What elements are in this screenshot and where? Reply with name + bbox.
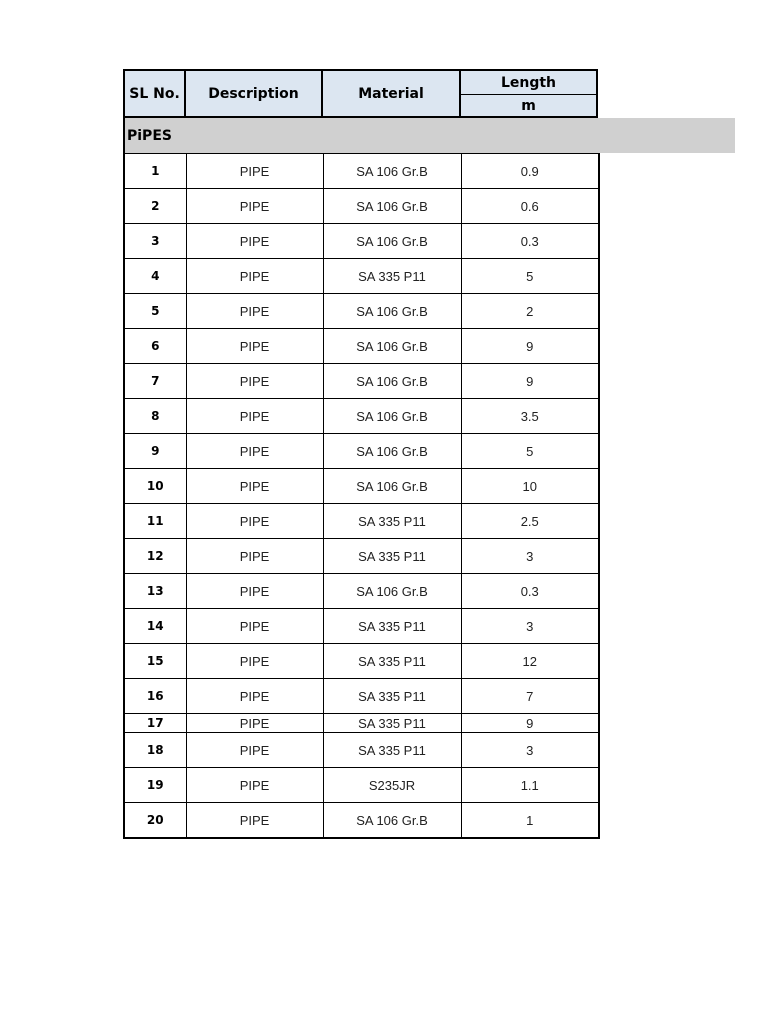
- row-length: 7: [461, 679, 599, 714]
- row-description: PIPE: [186, 679, 323, 714]
- table-row: [124, 679, 599, 714]
- row-length: 3: [461, 733, 599, 768]
- pipe-schedule-sheet: [123, 69, 735, 839]
- row-material: SA 106 Gr.B: [323, 469, 461, 504]
- row-length: 9: [461, 329, 599, 364]
- row-sl-no: 19: [124, 768, 186, 803]
- row-description: PIPE: [186, 733, 323, 768]
- row-material: SA 335 P11: [323, 733, 461, 768]
- header-length-unit: m: [521, 98, 536, 114]
- table-row: [124, 803, 599, 839]
- table-row: [124, 294, 599, 329]
- row-sl-no: 12: [124, 539, 186, 574]
- row-description: PIPE: [186, 154, 323, 189]
- row-material: SA 335 P11: [323, 644, 461, 679]
- row-material: SA 106 Gr.B: [323, 224, 461, 259]
- row-description: PIPE: [186, 224, 323, 259]
- row-description: PIPE: [186, 329, 323, 364]
- row-length: 0.6: [461, 189, 599, 224]
- row-sl-no: 4: [124, 259, 186, 294]
- table-row: [124, 644, 599, 679]
- row-material: SA 335 P11: [323, 539, 461, 574]
- header-sl-no: SL No.: [123, 69, 186, 118]
- row-description: PIPE: [186, 504, 323, 539]
- row-sl-no: 13: [124, 574, 186, 609]
- row-material: SA 335 P11: [323, 259, 461, 294]
- row-description: PIPE: [186, 574, 323, 609]
- row-material: SA 106 Gr.B: [323, 189, 461, 224]
- row-length: 0.9: [461, 154, 599, 189]
- table-row: [124, 768, 599, 803]
- row-length: 9: [461, 714, 599, 733]
- row-description: PIPE: [186, 259, 323, 294]
- row-length: 2: [461, 294, 599, 329]
- row-length: 2.5: [461, 504, 599, 539]
- table-row: [124, 714, 599, 733]
- row-material: SA 335 P11: [323, 609, 461, 644]
- row-description: PIPE: [186, 364, 323, 399]
- row-description: PIPE: [186, 469, 323, 504]
- row-description: PIPE: [186, 714, 323, 733]
- row-sl-no: 7: [124, 364, 186, 399]
- row-sl-no: 17: [124, 714, 186, 733]
- row-sl-no: 8: [124, 399, 186, 434]
- row-sl-no: 16: [124, 679, 186, 714]
- row-description: PIPE: [186, 189, 323, 224]
- row-length: 5: [461, 259, 599, 294]
- table-row: [124, 609, 599, 644]
- row-sl-no: 1: [124, 154, 186, 189]
- row-sl-no: 2: [124, 189, 186, 224]
- row-sl-no: 18: [124, 733, 186, 768]
- row-length: 1.1: [461, 768, 599, 803]
- row-length: 3.5: [461, 399, 599, 434]
- table-row: [124, 504, 599, 539]
- row-description: PIPE: [186, 644, 323, 679]
- row-sl-no: 6: [124, 329, 186, 364]
- row-description: PIPE: [186, 294, 323, 329]
- row-length: 3: [461, 539, 599, 574]
- row-length: 1: [461, 803, 599, 839]
- row-material: SA 106 Gr.B: [323, 329, 461, 364]
- row-sl-no: 3: [124, 224, 186, 259]
- row-material: SA 106 Gr.B: [323, 294, 461, 329]
- row-description: PIPE: [186, 768, 323, 803]
- row-length: 3: [461, 609, 599, 644]
- row-material: SA 106 Gr.B: [323, 434, 461, 469]
- row-sl-no: 20: [124, 803, 186, 839]
- table-row: [124, 574, 599, 609]
- header-material: Material: [321, 69, 461, 118]
- table-row: [124, 399, 599, 434]
- row-description: PIPE: [186, 434, 323, 469]
- table-row: [124, 469, 599, 504]
- row-material: SA 335 P11: [323, 504, 461, 539]
- row-sl-no: 11: [124, 504, 186, 539]
- row-description: PIPE: [186, 399, 323, 434]
- row-material: SA 106 Gr.B: [323, 154, 461, 189]
- row-length: 0.3: [461, 224, 599, 259]
- row-description: PIPE: [186, 609, 323, 644]
- row-material: S235JR: [323, 768, 461, 803]
- table-row: [124, 259, 599, 294]
- pipe-items-body: [124, 154, 599, 839]
- table-row: [124, 364, 599, 399]
- row-sl-no: 9: [124, 434, 186, 469]
- header-length-label: Length: [461, 71, 596, 95]
- row-material: SA 106 Gr.B: [323, 364, 461, 399]
- row-length: 9: [461, 364, 599, 399]
- table-row: [124, 539, 599, 574]
- header-description: Description: [184, 69, 323, 118]
- table-row: [124, 329, 599, 364]
- pipe-items-table: [123, 153, 600, 839]
- row-description: PIPE: [186, 539, 323, 574]
- table-row: [124, 224, 599, 259]
- row-sl-no: 5: [124, 294, 186, 329]
- table-header: [123, 69, 598, 118]
- row-sl-no: 14: [124, 609, 186, 644]
- row-length: 12: [461, 644, 599, 679]
- row-material: SA 106 Gr.B: [323, 803, 461, 839]
- row-sl-no: 10: [124, 469, 186, 504]
- row-sl-no: 15: [124, 644, 186, 679]
- table-row: [124, 434, 599, 469]
- row-length: 10: [461, 469, 599, 504]
- row-description: PIPE: [186, 803, 323, 839]
- table-row: [124, 154, 599, 189]
- row-material: SA 106 Gr.B: [323, 574, 461, 609]
- header-length: [459, 69, 598, 118]
- table-row: [124, 189, 599, 224]
- row-material: SA 335 P11: [323, 714, 461, 733]
- section-title-pipes: PiPES: [123, 118, 735, 153]
- row-length: 0.3: [461, 574, 599, 609]
- row-length: 5: [461, 434, 599, 469]
- row-material: SA 335 P11: [323, 679, 461, 714]
- row-material: SA 106 Gr.B: [323, 399, 461, 434]
- table-row: [124, 733, 599, 768]
